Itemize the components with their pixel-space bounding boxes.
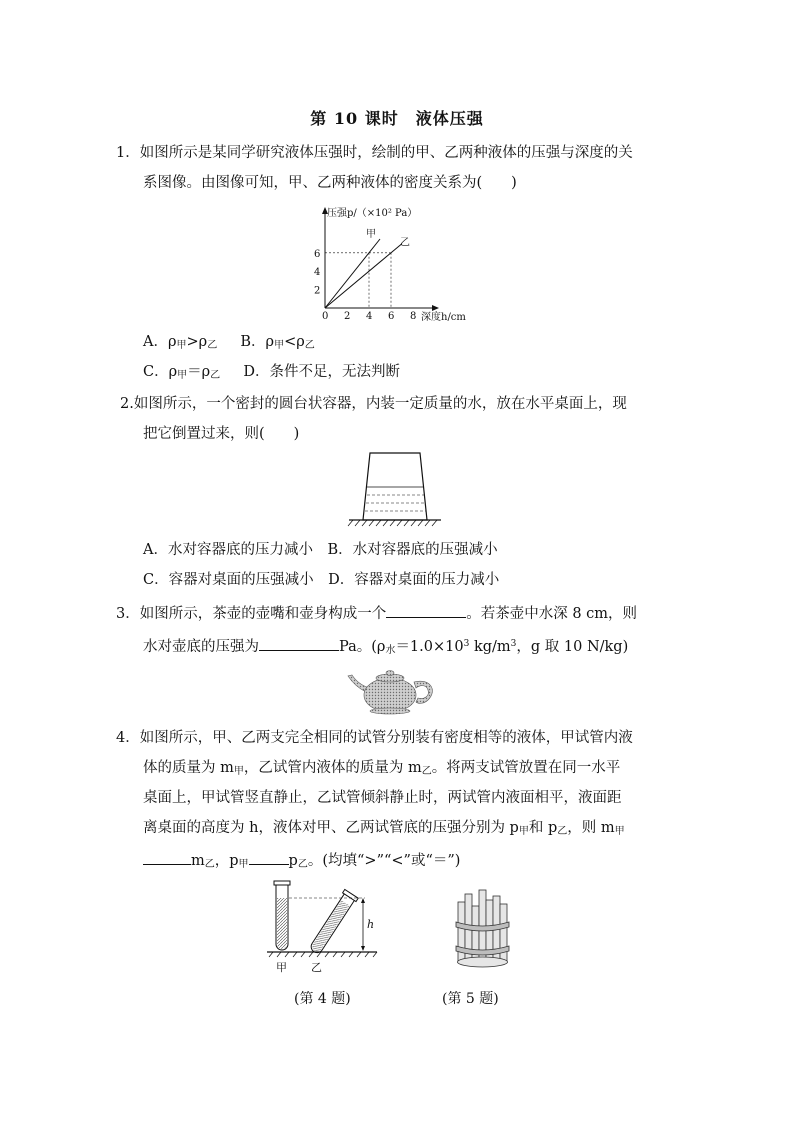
teapot-body bbox=[364, 678, 416, 712]
q4-text-line3: 桌面上，甲试管竖直静止，乙试管倾斜静止时，两试管内液面相平，液面距 bbox=[143, 790, 622, 806]
q4-text-line5: $m_乙$，$p_甲$ $p_乙$。(均填“>”“<”或“＝”) bbox=[143, 850, 460, 875]
graph-ticks bbox=[314, 249, 416, 322]
q1-option-c[interactable]: C．$\rho_甲=\rho_乙$ bbox=[143, 364, 221, 381]
height-label: h bbox=[367, 918, 375, 931]
q1-option-d[interactable]: D．条件不足，无法判断 bbox=[243, 364, 400, 380]
q1-pressure-depth-graph bbox=[305, 203, 480, 323]
q1-text-line2: 系图像。由图像可知，甲、乙两种液体的密度关系为( ) bbox=[143, 175, 517, 191]
q1-options-ab bbox=[143, 332, 315, 356]
q1-option-b[interactable]: B．$\rho_甲<\rho_乙$ bbox=[240, 334, 315, 351]
q4-text-line2: 体的质量为 $m_甲$，乙试管内液体的质量为 $m_乙$。将两支试管放置在同一水平 bbox=[143, 760, 621, 777]
teapot-handle bbox=[414, 681, 432, 703]
page-title: 第 10 课时 液体压强 bbox=[310, 109, 484, 128]
y-axis-label: 压强p/（×10² Pa） bbox=[327, 208, 418, 219]
series-line bbox=[325, 239, 380, 308]
label-yi: 乙 bbox=[311, 961, 322, 974]
q1-options-cd bbox=[143, 362, 400, 386]
figure-caption-5: (第 5 题) bbox=[442, 991, 499, 1007]
q3-teapot-figure bbox=[344, 664, 439, 716]
series-label: 乙 bbox=[400, 237, 410, 249]
y-tick-label: 2 bbox=[314, 285, 321, 297]
q1-text-line1: 1．如图所示是某同学研究液体压强时，绘制的甲、乙两种液体的压强与深度的关 bbox=[116, 145, 633, 161]
x-tick-label: 2 bbox=[344, 311, 351, 322]
q4-blank-2[interactable] bbox=[249, 850, 289, 865]
q3-text-line2: 水对壶底的压强为 Pa。($\rho_水=1.0\times 10^3$ $kg/m^3$，g 取 10 N/kg) bbox=[143, 634, 628, 661]
q2-frustum-container-figure bbox=[345, 450, 445, 532]
q4-test-tubes-figure bbox=[265, 878, 385, 978]
y-tick-label: 4 bbox=[314, 267, 321, 279]
q4-text-line4: 离桌面的高度为 h，液体对甲、乙两试管底的压强分别为 $p_甲$和 $p_乙$，则 $m_甲$ bbox=[143, 820, 625, 837]
tube-yi-liquid bbox=[310, 900, 349, 953]
tube-jia-liquid bbox=[277, 898, 287, 949]
q2-text-line2: 把它倒置过来，则( ) bbox=[143, 426, 300, 442]
graph-series bbox=[325, 228, 410, 308]
x-axis-label: 深度h/cm bbox=[421, 312, 466, 323]
x-tick-label: 6 bbox=[388, 311, 395, 322]
y-tick-label: 6 bbox=[314, 248, 321, 260]
q5-wooden-bucket-figure bbox=[448, 888, 518, 973]
x-axis-arrow bbox=[432, 305, 439, 311]
q3-text-line1: 3．如图所示，茶壶的壶嘴和壶身构成一个 。若茶壶中水深 8 cm，则 bbox=[116, 603, 637, 624]
q3-blank-1[interactable] bbox=[386, 603, 466, 618]
x-tick-label: 8 bbox=[410, 311, 417, 322]
container-outline bbox=[363, 453, 427, 520]
x-tick-label: 4 bbox=[366, 311, 373, 322]
q2-options-cd[interactable]: C．容器对桌面的压强减小 D．容器对桌面的压力减小 bbox=[143, 572, 500, 588]
tube-jia-rim bbox=[274, 881, 290, 885]
bucket-bottom bbox=[458, 957, 508, 967]
figure-caption-4: (第 4 题) bbox=[294, 991, 351, 1007]
label-jia: 甲 bbox=[276, 961, 287, 974]
q2-text-line1: 2.如图所示，一个密封的圆台状容器，内装一定质量的水，放在水平桌面上，现 bbox=[120, 396, 627, 412]
series-label: 甲 bbox=[366, 229, 376, 240]
q1-option-a[interactable]: A．$\rho_甲>\rho_乙$ bbox=[143, 334, 218, 351]
q4-blank-1[interactable] bbox=[143, 850, 191, 865]
q4-text-line1: 4．如图所示，甲、乙两支完全相同的试管分别装有密度相等的液体，甲试管内液 bbox=[116, 730, 633, 746]
x-tick-label: 0 bbox=[322, 311, 329, 322]
q3-blank-2[interactable] bbox=[259, 636, 339, 651]
q2-options-ab[interactable]: A．水对容器底的压力减小 B．水对容器底的压强减小 bbox=[143, 542, 498, 558]
teapot-knob bbox=[386, 671, 394, 676]
series-line bbox=[325, 244, 402, 308]
